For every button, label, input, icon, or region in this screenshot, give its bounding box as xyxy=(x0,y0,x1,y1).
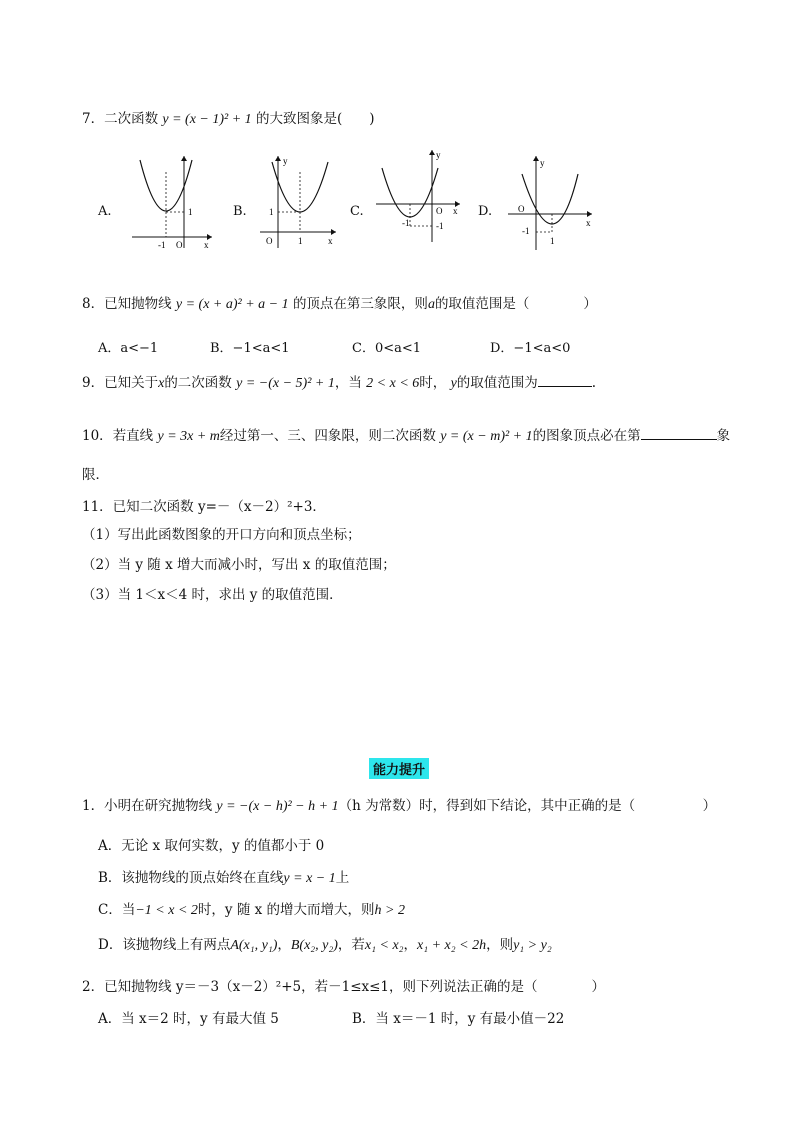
p1-d-pre: D．该抛物线上有两点 xyxy=(98,937,231,953)
q7-c-origin: O xyxy=(436,206,443,216)
q7-d-v2: 1 xyxy=(550,236,555,246)
q9-condition: 2 < x < 6 xyxy=(366,376,420,391)
q8-prefix: 已知抛物线 xyxy=(104,296,172,312)
q7-b-v1: 1 xyxy=(269,207,274,217)
p1-d-cond1: x₁ < x₂ xyxy=(364,938,404,953)
q7-option-b-graph xyxy=(256,152,346,252)
q8-number: 8． xyxy=(82,296,105,312)
q10-line xyxy=(82,427,730,446)
q7-d-y: y xyxy=(540,158,545,168)
q7-c-v2: -1 xyxy=(436,221,444,231)
q9-formula: y = −(x − 5)² + 1 xyxy=(236,376,335,391)
p1-option-b xyxy=(98,869,349,888)
q8-option-b: B．−1<a<1 xyxy=(210,341,290,356)
q7-a-v2: 1 xyxy=(188,207,193,217)
q7-c-x: x xyxy=(453,206,458,216)
p1-paren: （h 为常数）时，得到如下结论，其中正确的是（ ） xyxy=(338,798,717,814)
q11-item-1: （1）写出此函数图象的开口方向和顶点坐标； xyxy=(82,527,361,543)
q10-answer-blank[interactable] xyxy=(641,427,717,440)
q7-prefix: 二次函数 xyxy=(104,111,159,127)
p1-d-mid: ，若 xyxy=(337,937,365,953)
q10-formula2: y = (x − m)² + 1 xyxy=(440,429,533,444)
q7-b-v2: 1 xyxy=(298,236,303,246)
q7-option-c-graph xyxy=(372,146,468,246)
q8-line xyxy=(82,295,597,314)
q7-a-origin: O xyxy=(176,240,183,250)
p1-prefix: 小明在研究抛物线 xyxy=(104,798,213,814)
q9-mid2: ，当 xyxy=(334,375,362,391)
p2-stem: 2．已知抛物线 y＝－3（x－2）²+5，若－1≤x≤1，则下列说法正确的是（ ） xyxy=(82,979,606,995)
p1-option-a: A．无论 x 取何实数，y 的值都小于 0 xyxy=(98,838,325,854)
q7-option-b-label: B. xyxy=(233,204,247,219)
q7-d-x: x xyxy=(586,218,591,228)
q10-line2: 限． xyxy=(82,467,109,483)
q9-prefix: 已知关于 xyxy=(104,375,159,391)
q7-b-y: y xyxy=(283,156,288,166)
q9-number: 9． xyxy=(82,375,105,391)
q11-item-2: （2）当 y 随 x 增大而减小时，写出 x 的取值范围； xyxy=(82,557,396,573)
p1-option-d xyxy=(98,936,552,955)
p1-b-post: 上 xyxy=(335,870,350,886)
q10-prefix: 若直线 xyxy=(112,428,154,444)
q8-suffix2: 的取值范围是（ ） xyxy=(434,296,597,312)
q9-mid3: 时， xyxy=(419,375,447,391)
q7-line xyxy=(82,110,375,129)
p2-option-b: B．当 x＝－1 时，y 有最小值－22 xyxy=(352,1011,565,1027)
q10-mid: 经过第一、三、四象限，则二次函数 xyxy=(219,428,436,444)
q9-suffix: 的取值范围为 xyxy=(456,375,538,391)
p1-b-formula: y = x − 1 xyxy=(283,871,336,886)
q7-a-v1: -1 xyxy=(158,240,166,250)
q7-b-origin: O xyxy=(266,236,273,246)
p1-option-c xyxy=(98,901,405,920)
q7-option-d-graph xyxy=(504,152,600,252)
p1-d-cond2: x₁ + x₂ < 2h xyxy=(417,938,487,953)
q10-number: 10． xyxy=(82,428,113,444)
q10-end1: 象 xyxy=(716,428,731,444)
q9-end: . xyxy=(591,375,597,391)
q7-option-d-label: D. xyxy=(478,204,493,219)
q7-number: 7． xyxy=(82,111,105,127)
p1-d-sep: ， xyxy=(277,937,291,953)
p1-b-pre: B．该抛物线的顶点始终在直线 xyxy=(98,870,284,886)
q7-option-c-label: C. xyxy=(350,204,364,219)
q11-stem: 11．已知二次函数 y=－（x－2）²+3． xyxy=(82,499,326,515)
q9-mid: 的二次函数 xyxy=(164,375,232,391)
q9-var-x: x xyxy=(158,376,165,391)
p1-c-mid: 时，y 随 x 的增大而增大，则 xyxy=(197,902,375,918)
p1-d-point-b: B(x₂, y₂) xyxy=(290,938,338,953)
q8-var: a xyxy=(427,297,435,312)
q10-formula1: y = 3x + m xyxy=(157,429,220,444)
q8-suffix: 的顶点在第三象限，则 xyxy=(292,296,428,312)
p1-d-point-a: A(x₁, y₁) xyxy=(230,938,278,953)
q9-var-y: y xyxy=(450,376,457,391)
q7-c-v1: -1 xyxy=(402,218,410,228)
q7-option-a-label: A. xyxy=(98,204,112,219)
q8-option-d: D．−1<a<0 xyxy=(490,341,571,356)
q7-b-x: x xyxy=(328,236,333,246)
q10-suffix: 的图象顶点必在第 xyxy=(532,428,641,444)
q7-suffix: 的大致图象是( ) xyxy=(255,111,375,127)
p1-d-result: y₁ > y₂ xyxy=(513,938,552,953)
q8-formula: y = (x + a)² + a − 1 xyxy=(175,297,289,312)
q8-option-c: C．0<a<1 xyxy=(352,341,422,356)
q9-line xyxy=(82,374,596,393)
p1-line xyxy=(82,797,716,816)
q7-c-y: y xyxy=(436,150,441,160)
section-title: 能力提升 xyxy=(369,758,429,779)
p1-c-formula: h > 2 xyxy=(374,903,405,918)
q7-d-v1: -1 xyxy=(522,226,530,236)
p1-number: 1． xyxy=(82,798,105,814)
q7-formula: y = (x − 1)² + 1 xyxy=(162,112,252,127)
q9-answer-blank[interactable] xyxy=(538,374,592,387)
p1-c-pre: C．当 xyxy=(98,902,136,918)
q7-option-a-graph xyxy=(128,152,218,252)
p1-formula: y = −(x − h)² − h + 1 xyxy=(216,799,339,814)
q8-option-a: A．a<−1 xyxy=(98,341,159,356)
q11-item-3: （3）当 1＜x＜4 时，求出 y 的取值范围． xyxy=(82,587,343,603)
p1-d-then: ，则 xyxy=(486,937,514,953)
q7-a-x: x xyxy=(204,240,209,250)
p2-option-a: A．当 x＝2 时，y 有最大值 5 xyxy=(98,1011,279,1027)
q7-d-origin: O xyxy=(518,204,525,214)
p1-c-cond: −1 < x < 2 xyxy=(135,903,198,918)
p1-d-comma: ， xyxy=(403,937,418,953)
